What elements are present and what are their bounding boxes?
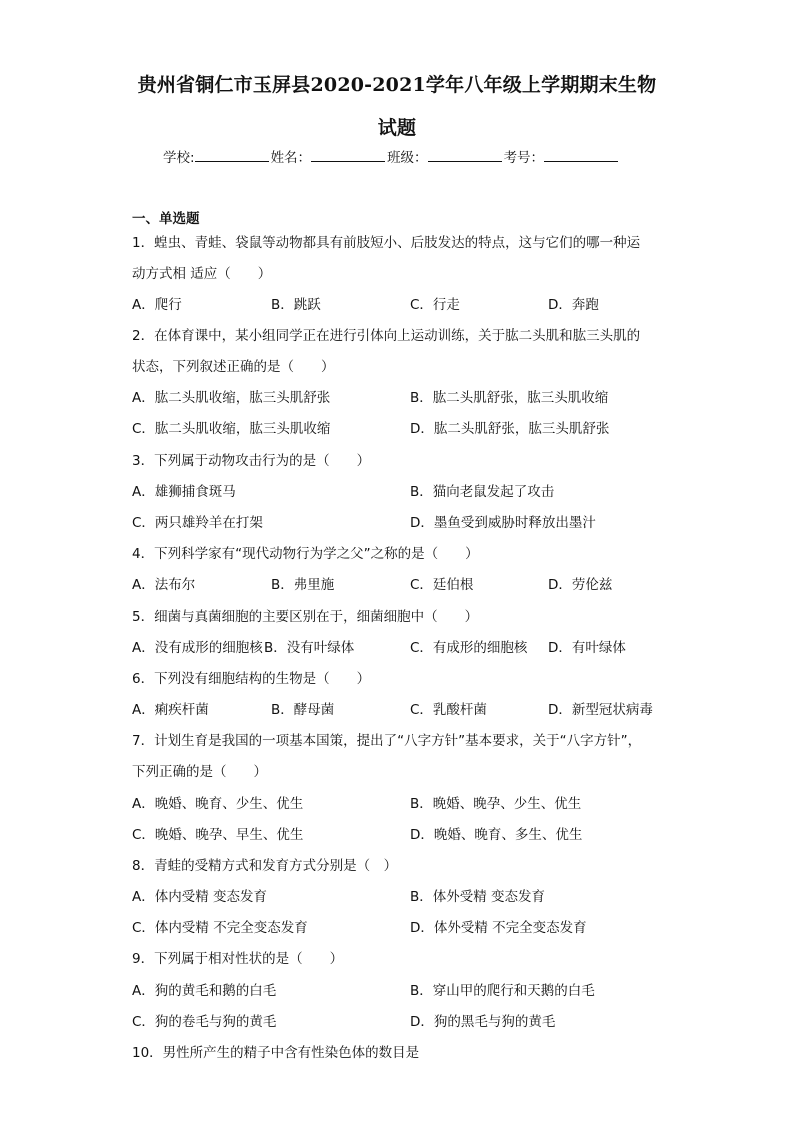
class-blank [428, 147, 502, 162]
question-2-options-row2 [132, 414, 672, 445]
option-c: C．两只雄羚羊在打架 [132, 515, 263, 531]
question-8-options-row2 [132, 913, 672, 944]
question-9-stem: 9．下列属于相对性状的是（ ） [132, 951, 344, 967]
option-b: B．穿山甲的爬行和天鹅的白毛 [410, 983, 595, 999]
exam-number-label: 考号： [503, 150, 545, 166]
option-c: C．狗的卷毛与狗的黄毛 [132, 1014, 277, 1030]
exam-title-line2: 试题 [377, 117, 417, 139]
option-c: C．体内受精 不完全变态发育 [132, 920, 308, 936]
option-d: D．有叶绿体 [548, 640, 626, 656]
question-3-options-row1 [132, 477, 672, 508]
option-a: A．晚婚、晚育、少生、优生 [132, 796, 304, 812]
option-d: D．墨鱼受到威胁时释放出墨汁 [410, 515, 596, 531]
exam-number-blank [544, 147, 618, 162]
option-c: C．肱二头肌收缩，肱三头肌收缩 [132, 421, 331, 437]
option-d: D．奔跑 [548, 297, 599, 313]
question-6-stem: 6．下列没有细胞结构的生物是（ ） [132, 671, 371, 687]
name-blank [311, 147, 385, 162]
question-2-stem-line1: 2．在体育课中，某小组同学正在进行引体向上运动训练，关于肱二头肌和肱三头肌的 [132, 328, 641, 344]
option-a: A．没有成形的细胞核 [132, 640, 263, 656]
question-2-stem-line2: 状态，下列叙述正确的是（ ） [132, 359, 335, 375]
option-a: A．爬行 [132, 297, 182, 313]
question-6-options [132, 695, 672, 726]
question-10-stem: 10．男性所产生的精子中含有性染色体的数目是 [132, 1045, 420, 1061]
option-d: D．体外受精 不完全变态发育 [410, 920, 587, 936]
question-9-options-row2 [132, 1007, 672, 1038]
name-label: 姓名： [270, 150, 312, 166]
question-3-options-row2 [132, 508, 672, 539]
option-b: B．弗里施 [271, 577, 335, 593]
option-c: C．行走 [410, 297, 460, 313]
question-7-stem-line1: 7．计划生育是我国的一项基本国策，提出了“八字方针”基本要求，关于“八字方针”， [132, 733, 642, 749]
student-info-row [163, 146, 620, 166]
option-c: C．晚婚、晚孕、早生、优生 [132, 827, 304, 843]
option-d: D．狗的黑毛与狗的黄毛 [410, 1014, 556, 1030]
option-d: D．肱二头肌舒张，肱三头肌舒张 [410, 421, 610, 437]
option-b: B．没有叶绿体 [264, 640, 355, 656]
question-7-options-row1 [132, 789, 672, 820]
option-c: C．有成形的细胞核 [410, 640, 528, 656]
class-label: 班级： [387, 150, 428, 166]
exam-title-line1: 贵州省铜仁市玉屏县2020-2021学年八年级上学期期末生物 [137, 74, 657, 96]
question-1-stem-line1: 1．蝗虫、青蛙、袋鼠等动物都具有前肢短小、后肢发达的特点，这与它们的哪一种运 [132, 235, 641, 251]
school-blank [195, 147, 269, 162]
question-7-options-row2 [132, 820, 672, 851]
question-1-options [132, 290, 672, 321]
question-5-stem: 5．细菌与真菌细胞的主要区别在于，细菌细胞中（ ） [132, 609, 479, 625]
option-b: B．肱二头肌舒张，肱三头肌收缩 [410, 390, 609, 406]
option-a: A．肱二头肌收缩，肱三头肌舒张 [132, 390, 331, 406]
option-a: A．雄狮捕食斑马 [132, 484, 236, 500]
option-b: B．猫向老鼠发起了攻击 [410, 484, 555, 500]
option-d: D．晚婚、晚育、多生、优生 [410, 827, 583, 843]
question-4-stem: 4．下列科学家有“现代动物行为学之父”之称的是（ ） [132, 546, 479, 562]
option-d: D．新型冠状病毒 [548, 702, 653, 718]
question-1-stem-line2: 动方式相 适应（ ） [132, 266, 272, 282]
option-a: A．法布尔 [132, 577, 196, 593]
question-2-options-row1 [132, 383, 672, 414]
option-a: A．痢疾杆菌 [132, 702, 209, 718]
question-4-options [132, 570, 672, 601]
option-b: B．跳跃 [271, 297, 321, 313]
option-b: B．晚婚、晚孕、少生、优生 [410, 796, 582, 812]
question-3-stem: 3．下列属于动物攻击行为的是（ ） [132, 453, 371, 469]
option-a: A．狗的黄毛和鹅的白毛 [132, 983, 277, 999]
option-c: C．廷伯根 [410, 577, 474, 593]
question-7-stem-line2: 下列正确的是（ ） [132, 764, 267, 780]
option-d: D．劳伦兹 [548, 577, 613, 593]
question-8-stem: 8．青蛙的受精方式和发育方式分别是（ ） [132, 858, 398, 874]
section-title: 一、单选题 [132, 211, 200, 227]
option-a: A．体内受精 变态发育 [132, 889, 268, 905]
question-8-options-row1 [132, 882, 672, 913]
question-9-options-row1 [132, 976, 672, 1007]
option-b: B．酵母菌 [271, 702, 335, 718]
option-b: B．体外受精 变态发育 [410, 889, 546, 905]
option-c: C．乳酸杆菌 [410, 702, 487, 718]
school-label: 学校: [163, 150, 195, 166]
question-5-options [132, 633, 672, 664]
